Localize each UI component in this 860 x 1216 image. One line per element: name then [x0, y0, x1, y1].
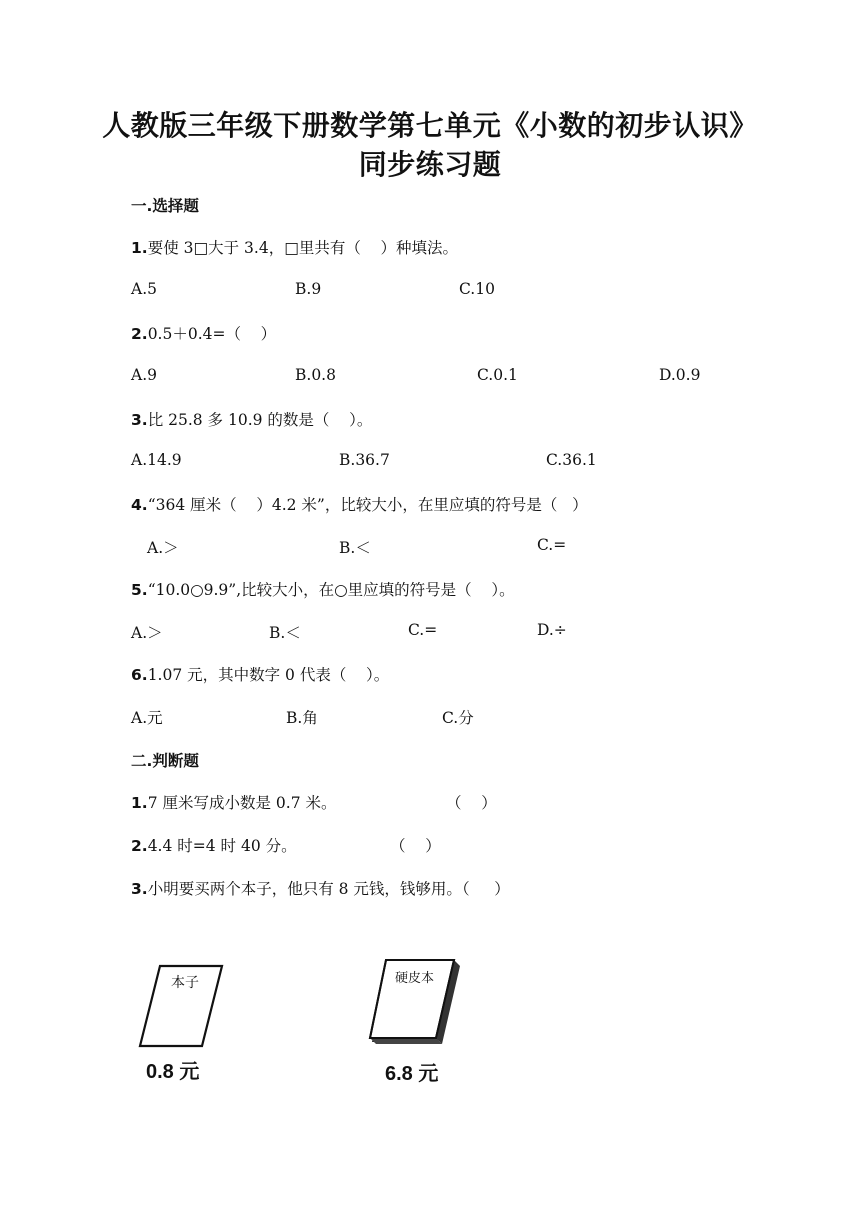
- question-number: 3.: [131, 411, 148, 429]
- page-title-line1: 人教版三年级下册数学第七单元《小数的初步认识》: [102, 109, 758, 142]
- question-text: 7 厘米写成小数是 0.7 米。: [147, 794, 337, 812]
- q2-option-a: A.9: [131, 366, 157, 384]
- q5-option-b: B.＜: [269, 624, 301, 642]
- question-text: 0.5＋0.4=（ ）: [147, 325, 277, 343]
- question-number: 1.: [131, 794, 148, 812]
- q1-option-c: C.10: [459, 280, 495, 298]
- question-number: 5.: [131, 581, 148, 599]
- section-heading-judge: 二.判断题: [131, 752, 199, 770]
- question-number: 1.: [131, 239, 148, 257]
- question-3: [131, 408, 372, 430]
- question-4: [131, 493, 588, 515]
- q4-option-a: A.＞: [147, 539, 179, 557]
- question-text: 4.4 时=4 时 40 分。: [147, 837, 297, 855]
- judge-question-3: [131, 877, 510, 899]
- question-text: 比 25.8 多 10.9 的数是（ ）。: [147, 411, 373, 429]
- question-number: 3.: [131, 880, 148, 898]
- hardcover-label: 硬皮本: [395, 971, 435, 986]
- q6-option-b: B.角: [286, 709, 318, 727]
- section-heading-choice: 一.选择题: [131, 197, 199, 215]
- q5-option-d: D.÷: [537, 621, 567, 639]
- q3-option-b: B.36.7: [339, 451, 390, 469]
- judge-question-2: [131, 834, 297, 856]
- q1-option-a: A.5: [131, 280, 157, 298]
- q4-option-c: C.=: [537, 536, 567, 554]
- question-text: 1.07 元，其中数字 0 代表（ ）。: [147, 666, 390, 684]
- notebook-price: 0.8 元: [146, 1061, 200, 1083]
- hardcover-price: 6.8 元: [385, 1063, 439, 1085]
- q3-option-c: C.36.1: [546, 451, 597, 469]
- q2-option-b: B.0.8: [295, 366, 336, 384]
- question-2: [131, 322, 276, 344]
- q2-option-c: C.0.1: [477, 366, 518, 384]
- q1-option-b: B.9: [295, 280, 322, 298]
- q6-option-c: C.分: [442, 709, 474, 727]
- page-title-line2: 同步练习题: [358, 148, 502, 181]
- question-5: [131, 578, 515, 600]
- notebook-label: 本子: [171, 975, 199, 991]
- question-text: 小明要买两个本子，他只有 8 元钱，钱够用。（ ）: [147, 880, 510, 898]
- question-number: 6.: [131, 666, 148, 684]
- q6-option-a: A.元: [131, 709, 163, 727]
- judge-2-answer-paren: （ ）: [390, 837, 441, 855]
- question-text: 要使 3□大于 3.4，□里共有（ ）种填法。: [147, 239, 459, 257]
- q5-option-a: A.＞: [131, 624, 163, 642]
- question-1: [131, 236, 458, 258]
- judge-1-answer-paren: （ ）: [446, 794, 497, 812]
- judge-question-1: [131, 791, 336, 813]
- question-number: 2.: [131, 837, 148, 855]
- q4-option-b: B.＜: [339, 539, 371, 557]
- q2-option-d: D.0.9: [659, 366, 701, 384]
- q5-option-c: C.=: [408, 621, 438, 639]
- question-number: 4.: [131, 496, 148, 514]
- question-text: “10.0○9.9”,比较大小，在○里应填的符号是（ ）。: [147, 581, 515, 599]
- q3-option-a: A.14.9: [131, 451, 182, 469]
- question-text: “364 厘米（ ）4.2 米”，比较大小，在里应填的符号是（ ）: [147, 496, 588, 514]
- question-number: 2.: [131, 325, 148, 343]
- question-6: [131, 663, 389, 685]
